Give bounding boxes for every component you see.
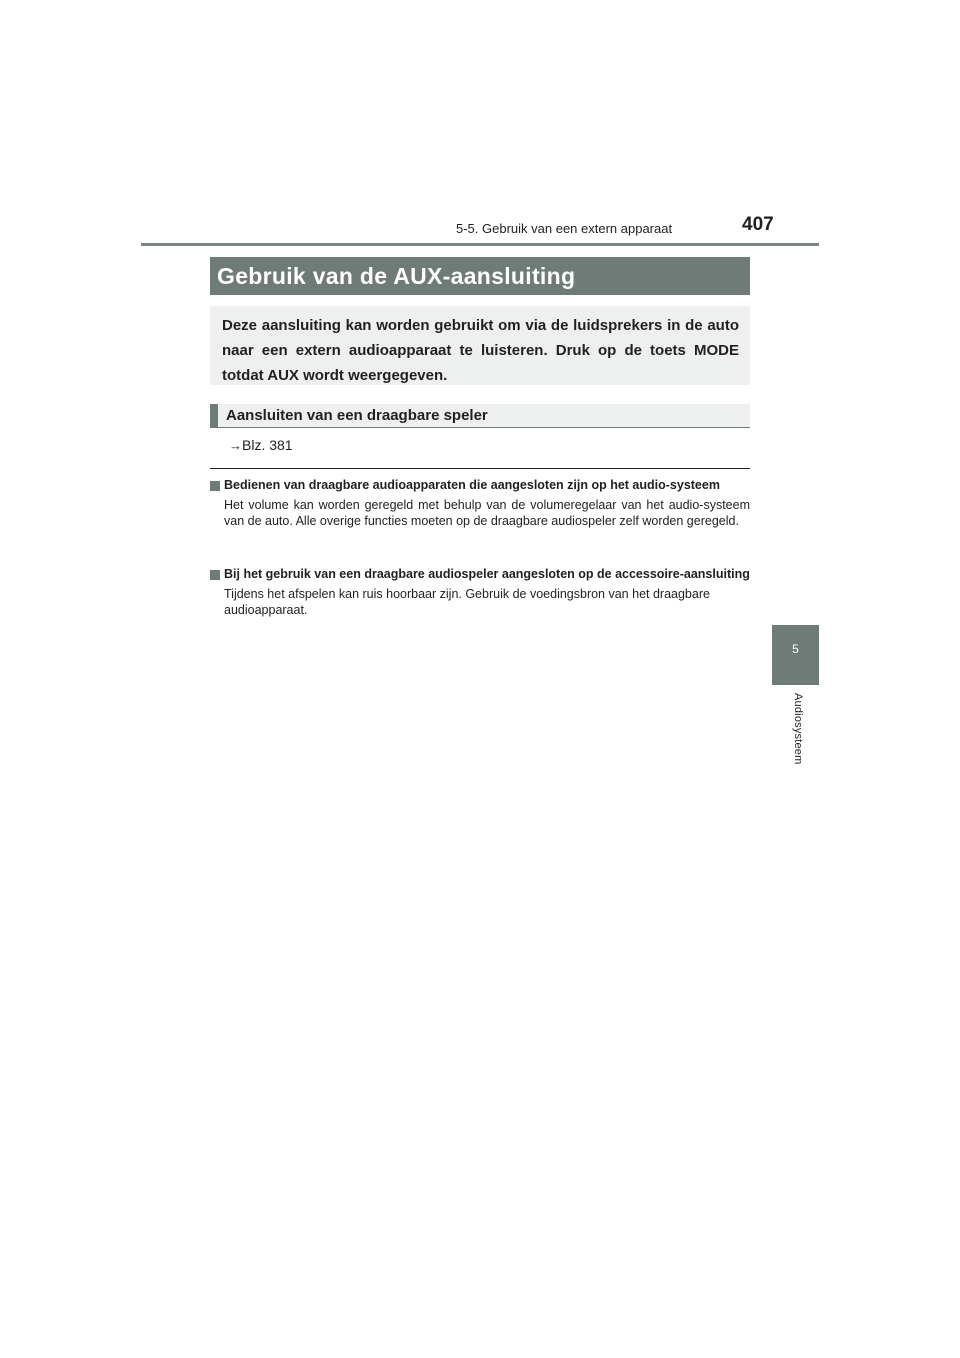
note-item [210,478,750,529]
note-body: Het volume kan worden geregeld met behulp van de volumeregelaar van het audio-systeem van de auto. Alle overige functies moeten op de draagbare audiospeler zelf worden geregeld. [224,498,750,528]
note-heading-text: Bedienen van draagbare audioapparaten die aangesloten zijn op het audio-systeem [224,478,720,492]
chapter-number: 5 [792,642,799,656]
note-body: Tijdens het afspelen kan ruis hoorbaar zijn. Gebruik de voedingsbron van het draagbare audioapparaat. [224,587,710,617]
chapter-label: Audiosysteem [792,693,804,765]
note-item [210,567,750,618]
divider [210,468,750,469]
intro-box [210,306,750,385]
page-reference[interactable] [229,437,293,453]
note-heading-text: Bij het gebruik van een draagbare audiospeler aangesloten op de accessoire-aansluiting [224,567,750,581]
header-section-title: 5-5. Gebruik van een extern apparaat [456,221,673,236]
subheading: Aansluiten van een draagbare speler [210,404,750,428]
page-number: 407 [742,214,774,235]
page-title: Gebruik van de AUX-aansluiting [210,257,750,295]
note-heading [210,478,750,493]
arrow-right-icon: → [229,438,242,453]
intro-text: Deze aansluiting kan worden gebruikt om via de luidsprekers in de auto naar een extern audioapparaat te luisteren. Druk op de toets MODE totdat AUX wordt weergegeven. [222,317,739,384]
note-heading [210,567,750,582]
square-bullet-icon [210,570,220,580]
square-bullet-icon [210,481,220,491]
header-rule [141,243,819,246]
page-reference-text: Blz. 381 [242,437,293,453]
